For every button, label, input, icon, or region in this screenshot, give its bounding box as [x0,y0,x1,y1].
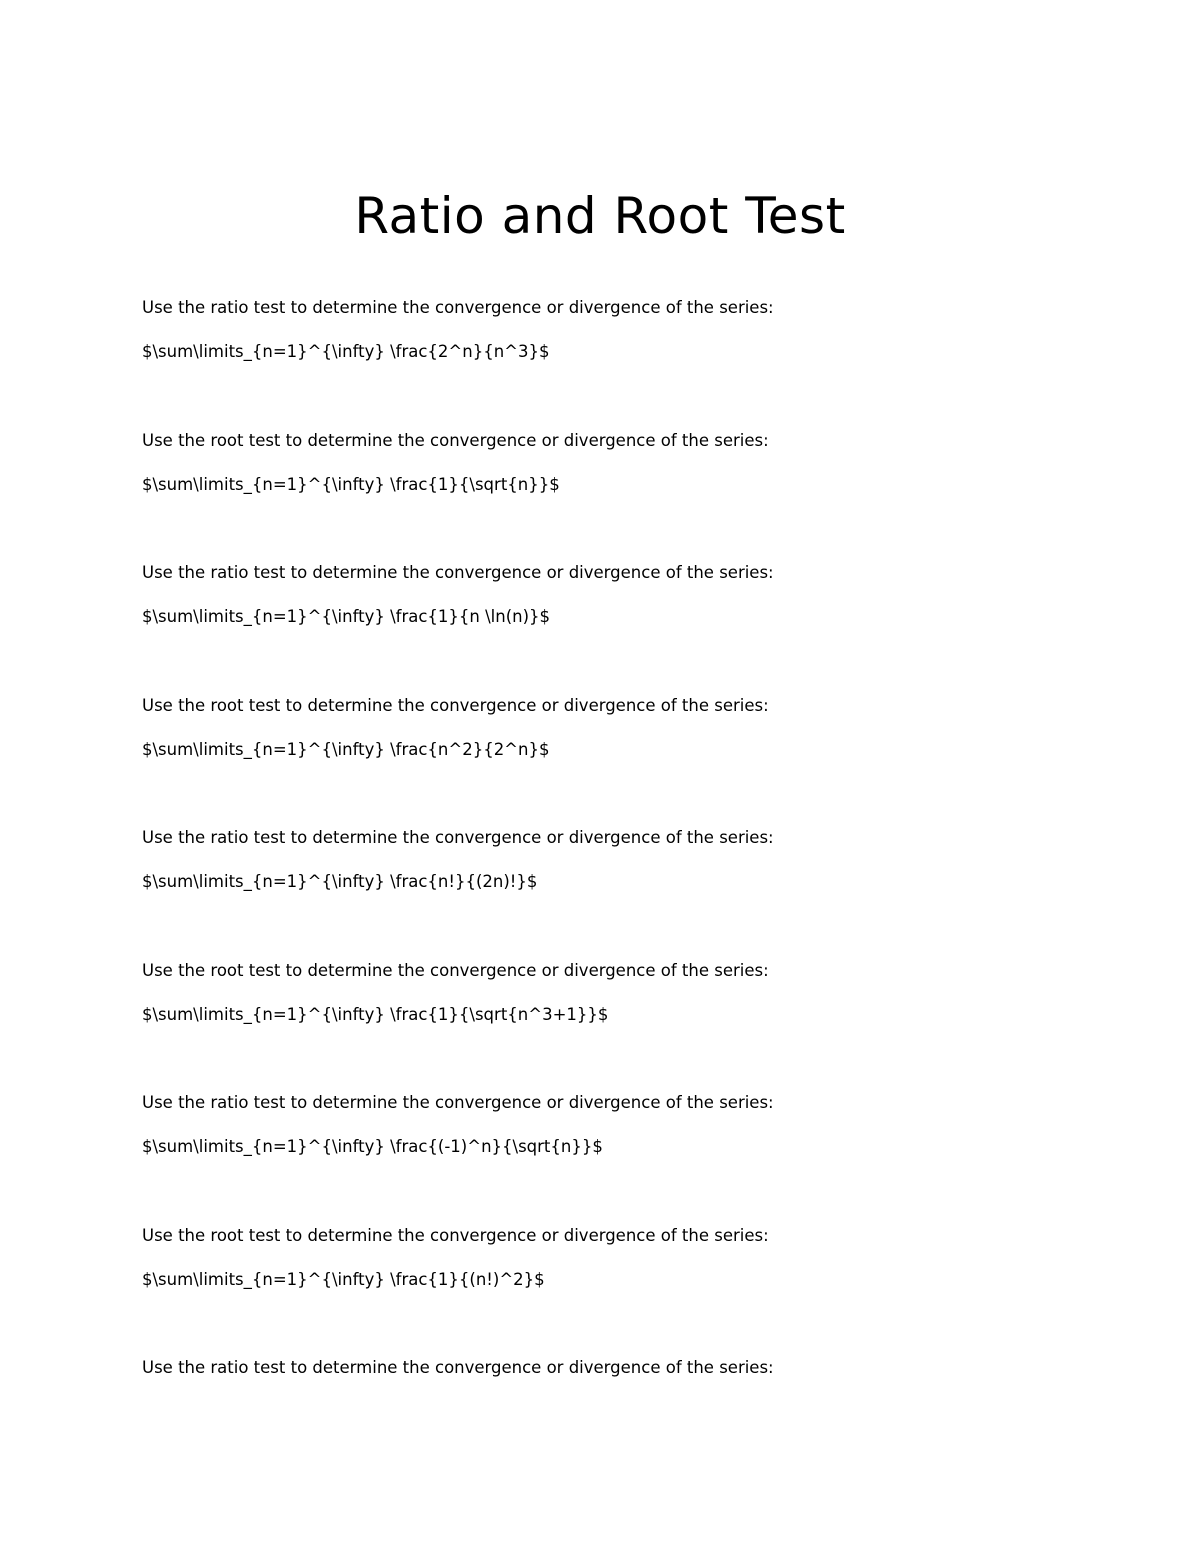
problem-instruction: Use the ratio test to determine the convergence or divergence of the series: [142,563,774,582]
problem-item [142,427,1122,560]
problem-item [142,692,1122,825]
problem-item [142,957,1122,1090]
problem-formula: $\sum\limits_{n=1}^{\infty} \frac{n^2}{2^n}$ [142,739,550,759]
problem-instruction: Use the root test to determine the convergence or divergence of the series: [142,1225,769,1245]
problem-formula: $\sum\limits_{n=1}^{\infty} \frac{2^n}{n^3}$ [142,342,550,361]
problem-item [142,1089,1122,1222]
problem-formula: $\sum\limits_{n=1}^{\infty} \frac{1}{n \ln(n)}$ [142,607,551,626]
problem-instruction: Use the ratio test to determine the convergence or divergence of the series: [142,1093,774,1112]
problem-list [142,294,1122,1487]
problem-formula: $\sum\limits_{n=1}^{\infty} \frac{1}{(n!)^2}$ [142,1269,545,1289]
problem-instruction: Use the ratio test to determine the convergence or divergence of the series: [142,1358,774,1377]
problem-formula: $\sum\limits_{n=1}^{\infty} \frac{1}{\sqrt{n^3+1}}$ [142,1004,609,1024]
problem-item [142,1354,1122,1487]
problem-item [142,824,1122,957]
problem-formula: $\sum\limits_{n=1}^{\infty} \frac{(-1)^n}{\sqrt{n}}$ [142,1137,603,1156]
problem-instruction: Use the root test to determine the convergence or divergence of the series: [142,695,769,715]
problem-instruction: Use the ratio test to determine the convergence or divergence of the series: [142,298,774,317]
problem-item [142,1222,1122,1355]
problem-formula: $\sum\limits_{n=1}^{\infty} \frac{n!}{(2n)!}$ [142,872,538,891]
problem-item [142,559,1122,692]
page-title: Ratio and Root Test [354,187,846,245]
problem-instruction: Use the root test to determine the convergence or divergence of the series: [142,430,769,450]
problem-item [142,294,1122,427]
problem-instruction: Use the ratio test to determine the convergence or divergence of the series: [142,828,774,847]
problem-formula: $\sum\limits_{n=1}^{\infty} \frac{1}{\sqrt{n}}$ [142,474,560,494]
problem-instruction: Use the root test to determine the convergence or divergence of the series: [142,960,769,980]
